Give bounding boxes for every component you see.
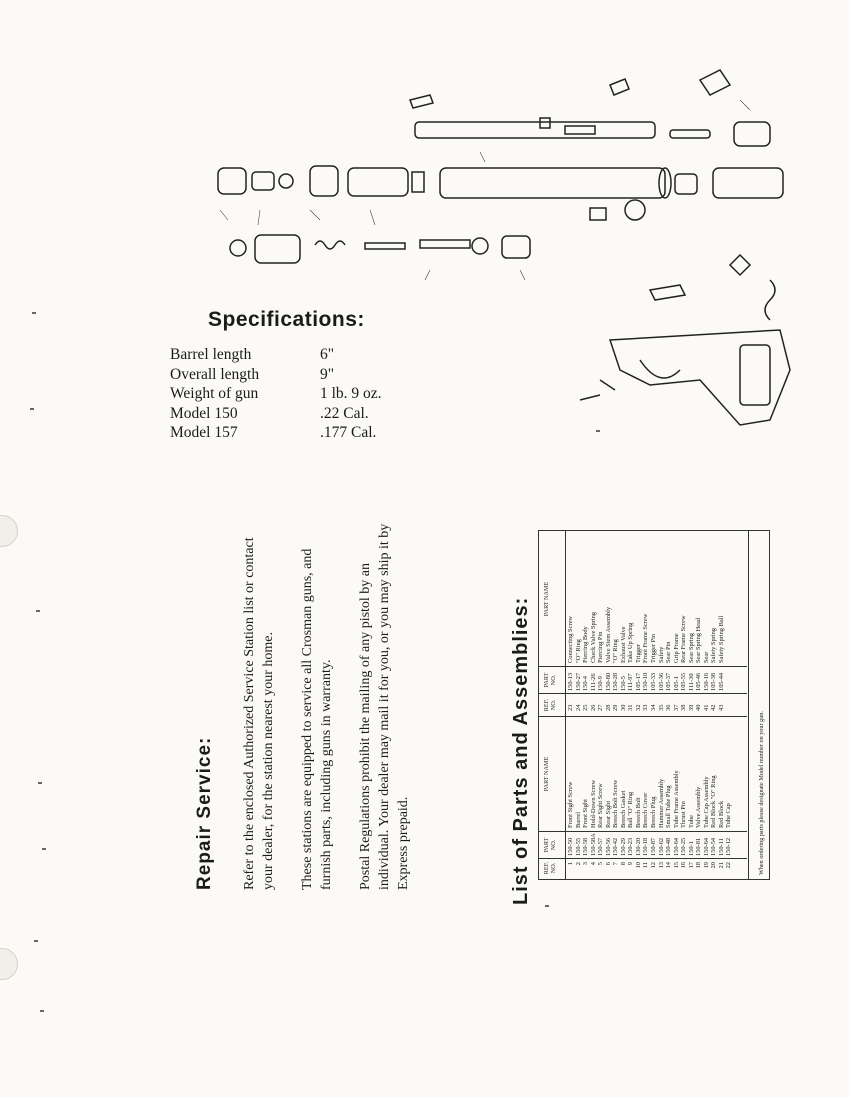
part-name-column: Connecting Screw "O" Ring Piercing Body Check Valve Spring Piercing Pin Valve Stem Assembly "O" Ring Exhaust Valve Take Up Spring Trigger Front Frame Screw Trigger Pin Safety Sear Pin Grip Frame Rear Frame Screw Sear Spring Sear Spring Head Sear Safety Spring Safety Spring Ball: [567, 606, 725, 663]
part-no-column: 150-13 150-27 150-4 111-26 150-9 150-80 150-28 150-5 111-97 105-17 150-10 105-33 105-36 105-37 105-1 105-55 111-30 105-46 150-16 105-38 105-44: [567, 672, 725, 691]
header-part-no: PART NO.: [543, 837, 557, 853]
parts-footnote: When ordering parts please designate Model number on your gun.: [758, 711, 766, 875]
parts-list-title: List of Parts and Assemblies:: [510, 596, 532, 905]
ref-column: 1 2 3 4 5 6 7 8 9 10 11 12 13 14 15 16 17 18 19 20 21 22: [567, 862, 733, 869]
spec-value: 9": [320, 365, 335, 383]
spec-value: 1 lb. 9 oz.: [320, 385, 382, 402]
header-ref: REF. NO.: [543, 698, 557, 712]
spec-label: Barrel length: [170, 346, 252, 363]
spec-row: [170, 423, 382, 443]
spec-value: 6": [320, 346, 335, 363]
repair-service-title: Repair Service:: [194, 736, 215, 890]
spec-row: [170, 404, 382, 424]
spec-label: Model 157: [170, 424, 238, 441]
part-name-column: Front Sight Screw Barrel Front Sight Hold-Down Screw Rear Sight Screw Rear Sight Breech Bolt Screw Breech Gasket Ball "O" Ring Breech Bolt Breech Cover Breech Plug Hammer Assembly Small Tube Plug Tube Frame Assembly Thrust Pin Tube Valve Assembly Tube Cap Assembly Red Block "O" Ring Red Block Tube Cap: [567, 770, 733, 828]
header-part-name: PART NAME: [543, 756, 550, 792]
spec-row: [170, 345, 382, 365]
spec-label: Overall length: [170, 365, 260, 383]
repair-paragraph: Postal Regulations prohibit the mailing of any pistol by an individual. Your dealer may mail it for you, or you may ship it by Express prepaid.: [358, 523, 411, 890]
parts-table: [538, 530, 770, 880]
spec-label: Model 150: [170, 404, 238, 422]
header-ref: REF. NO.: [543, 861, 557, 875]
spec-value: .177 Cal.: [320, 424, 377, 441]
header-part-name: PART NAME: [543, 581, 550, 617]
repair-paragraph: Refer to the enclosed Authorized Service Station list or contact your dealer, for the station nearest your home.: [242, 537, 276, 890]
part-no-column: 150-50 150-55 150-58 150-58A 150-57 150-56 150-42 150-29 150-23 130-20 150-18 150-87 150-62 150-48 150-64 150-25 150-1 150-81 150-64 150-54 150-11 150-12: [567, 833, 733, 856]
spec-row: [170, 365, 382, 385]
spec-label: Weight of gun: [170, 385, 259, 402]
spec-row: [170, 384, 382, 404]
spec-value: .22 Cal.: [320, 404, 369, 422]
table-header: [539, 531, 566, 879]
specifications-table: [170, 345, 382, 443]
repair-service-section: [195, 520, 433, 890]
specifications-title: Specifications:: [208, 308, 365, 331]
ref-column: 23 24 25 26 27 28 29 30 31 32 33 34 35 36 37 38 39 40 41 42 43: [567, 704, 725, 711]
header-part-no: PART NO.: [543, 672, 557, 688]
repair-paragraph: These stations are equipped to service all Crosman guns, and furnish parts, including guns in warranty.: [300, 548, 334, 890]
